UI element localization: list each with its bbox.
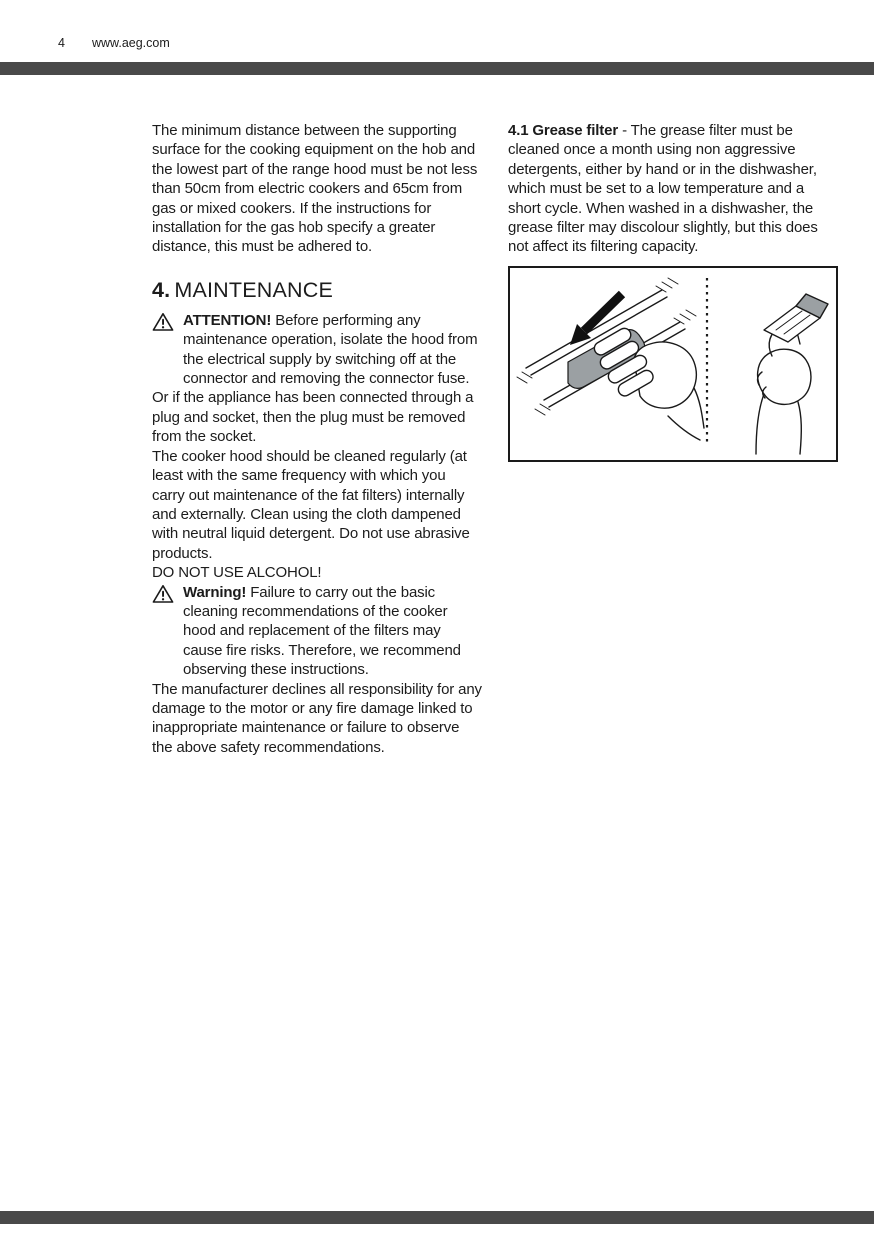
page-number: 4 <box>58 36 65 50</box>
grease-filter-figure <box>508 266 838 462</box>
hand-holding-filter-icon <box>756 294 828 454</box>
content-columns <box>152 121 838 757</box>
warning-notice <box>152 583 482 680</box>
website-url: www.aeg.com <box>91 36 170 50</box>
plug-paragraph: Or if the appliance has been connected through a plug and socket, then the plug must be removed from the socket. <box>152 389 474 446</box>
warning-triangle-icon <box>152 583 174 680</box>
warning-triangle-icon <box>152 311 174 389</box>
section-title: MAINTENANCE <box>174 277 334 302</box>
attention-notice <box>152 311 482 389</box>
grease-filter-paragraph: 4.1 Grease filter - The grease filter must be cleaned once a month using non aggressive detergents, either by hand or in the dishwasher, which must be set to a low temperature and a short cycle. When washed in a dishwasher, the grease filter may discolour slightly, but this does not affect its filtering capacity. <box>508 122 818 256</box>
grease-filter-label: 4.1 Grease filter <box>508 122 619 139</box>
left-column <box>152 121 482 757</box>
warning-text: Warning! Failure to carry out the basic cleaning recommendations of the cooker hood and replacement of the filters may cause fire risks. Therefore, we recommend observing these instructions. <box>183 583 461 679</box>
bottom-divider-bar <box>0 1211 874 1224</box>
alcohol-line: DO NOT USE ALCOHOL! <box>152 564 322 582</box>
attention-label: ATTENTION! <box>183 311 272 329</box>
warning-label: Warning! <box>183 583 247 601</box>
intro-paragraph: The minimum distance between the supporting surface for the cooking equipment on the hob and the lowest part of the range hood must be not less than 50cm from electric cookers and 65cm from gas or mixed cookers. If the instructions for installation for the gas hob specify a greater distance, this must be adhered to. <box>152 122 478 256</box>
cleaning-paragraph: The cooker hood should be cleaned regularly (at least with the same frequency with which you carry out maintenance of the fat filters) internally and externally. Clean using the cloth dampened with neutral liquid detergent. Do not use abrasive products. <box>152 447 470 562</box>
right-column <box>508 121 838 757</box>
grease-filter-removal-illustration <box>510 268 836 460</box>
manufacturer-paragraph: The manufacturer declines all responsibility for any damage to the motor or any fire damage linked to inappropriate maintenance or failure to observe the above safety recommendations. <box>152 680 482 756</box>
hand-pulling-filter-icon <box>592 326 704 440</box>
section-heading <box>152 277 482 304</box>
attention-text: ATTENTION! Before performing any maintenance operation, isolate the hood from the electrical supply by switching off at the connector and removing the connector fuse. <box>183 311 478 388</box>
section-number: 4. <box>152 277 171 302</box>
top-divider-bar <box>0 62 874 75</box>
page-header <box>58 36 170 50</box>
